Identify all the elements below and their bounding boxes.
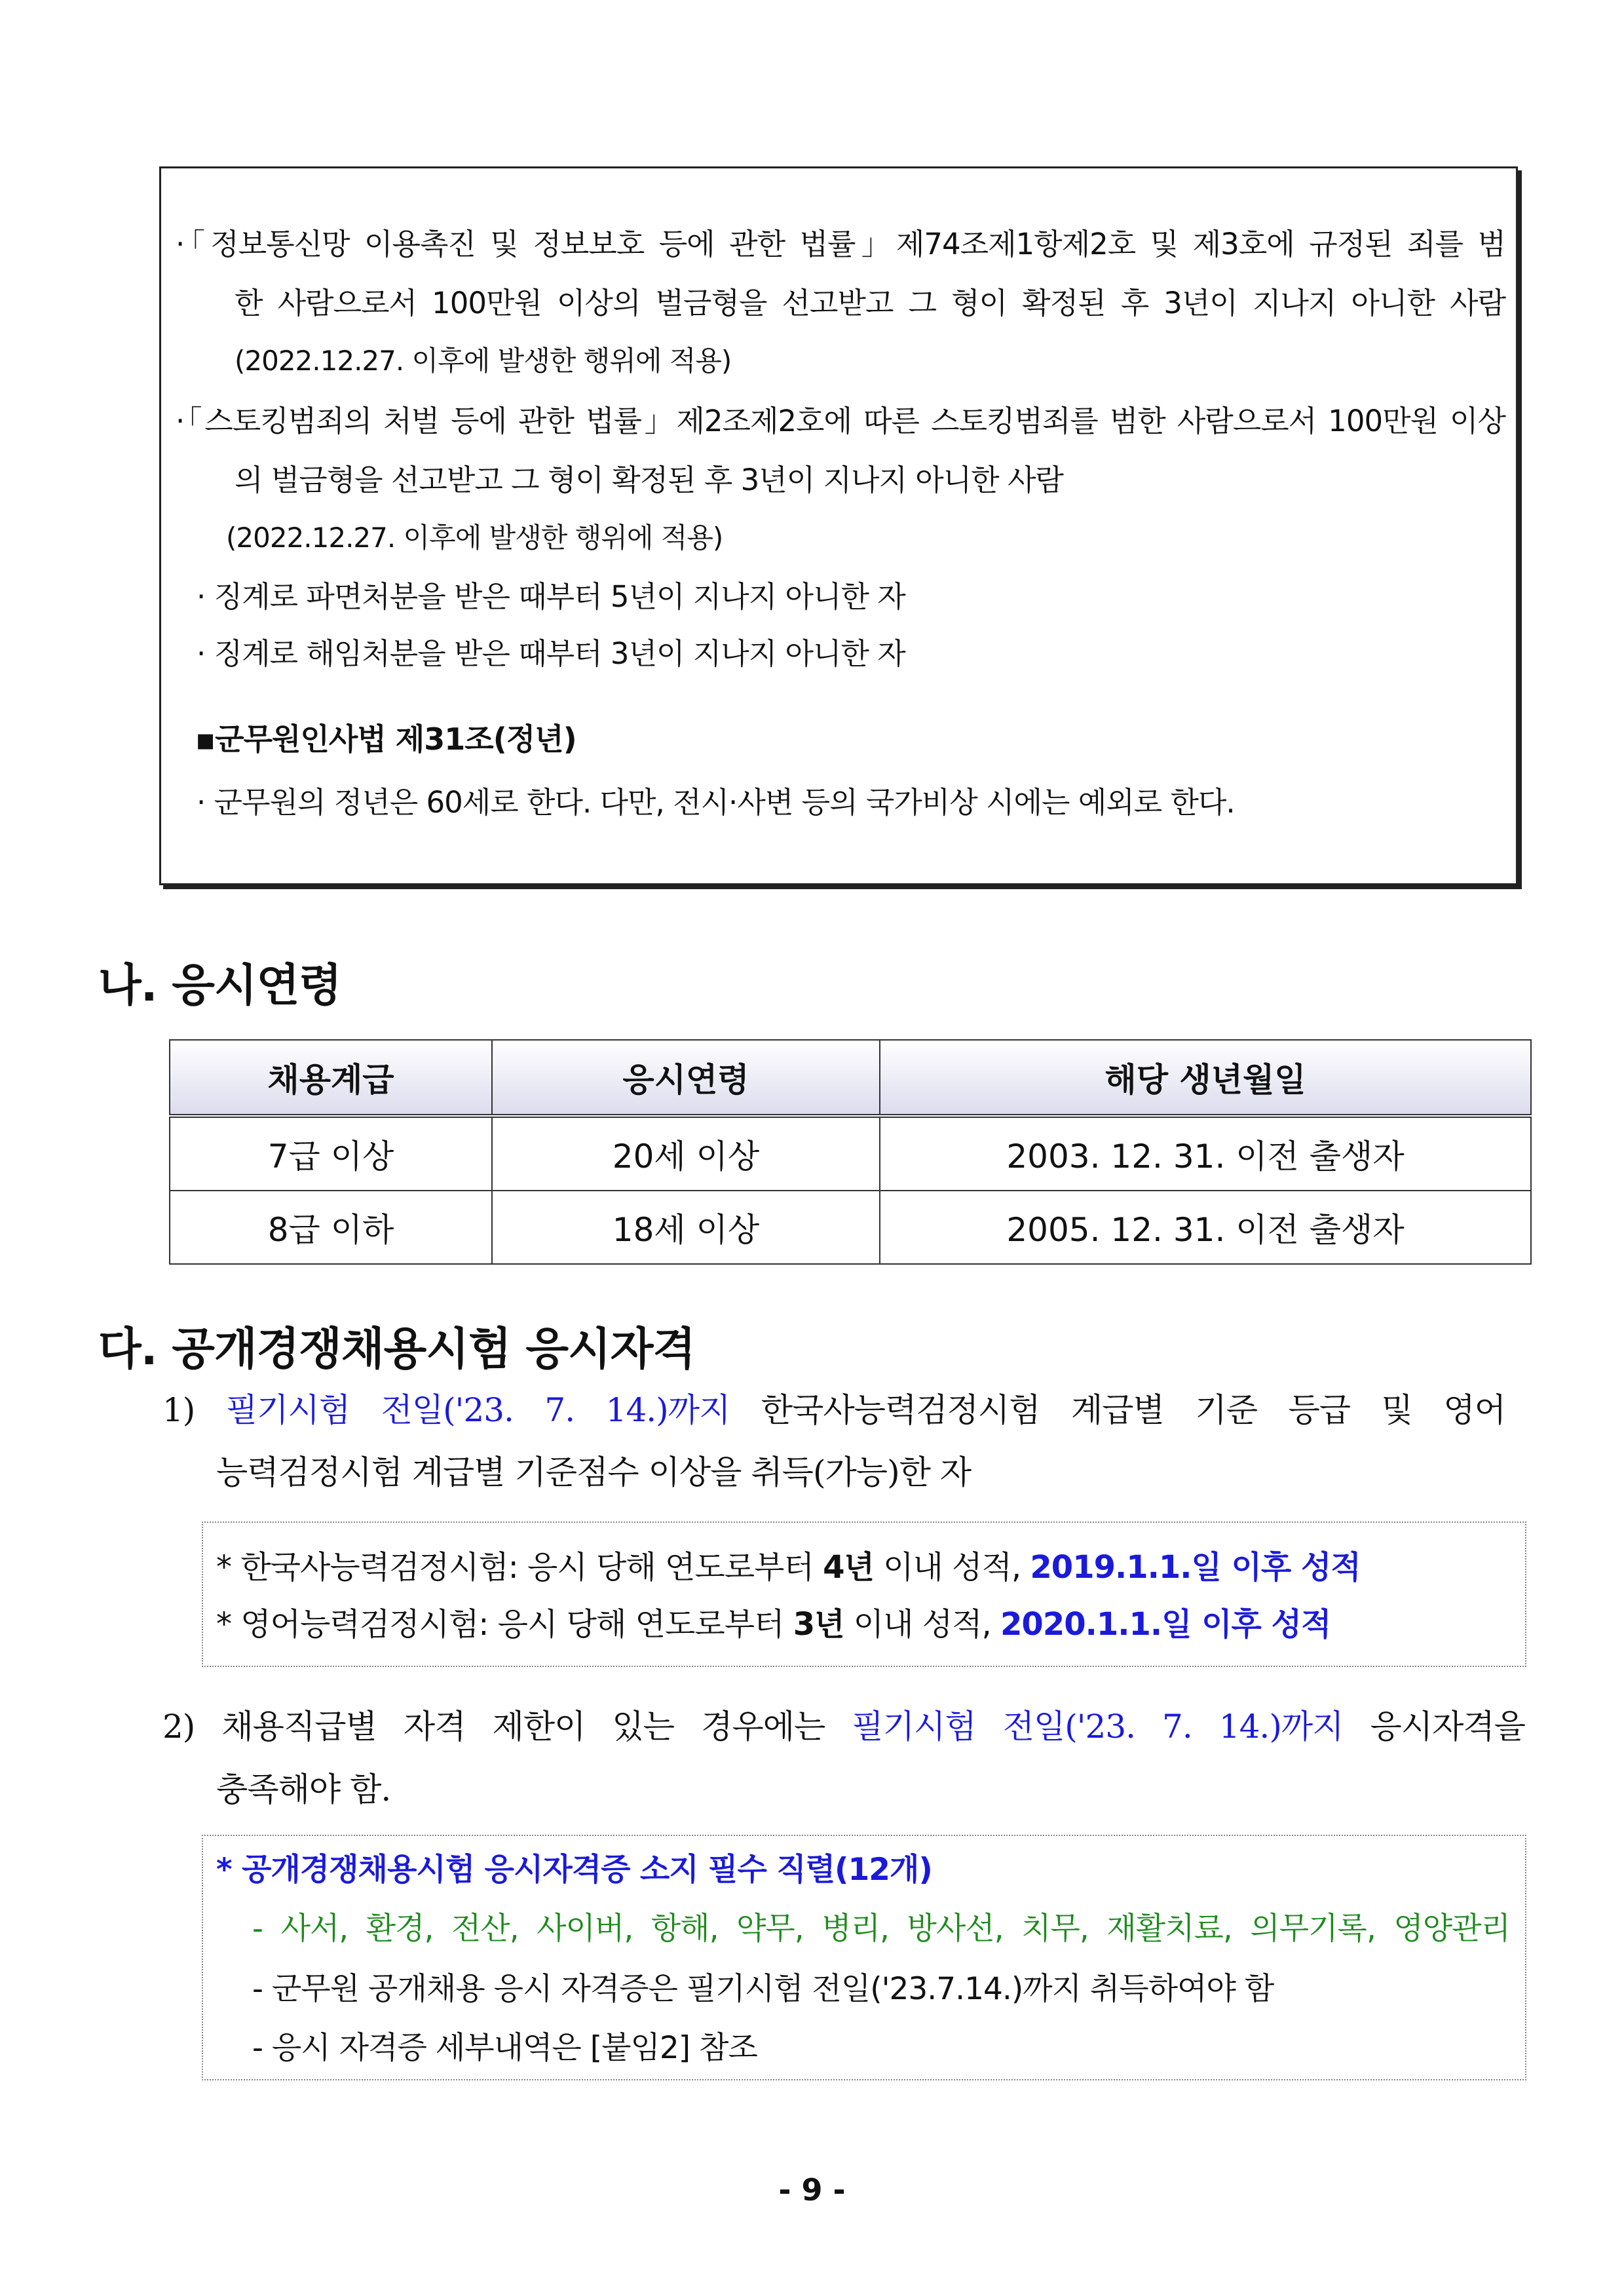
item-2-number: 2) [162, 1708, 195, 1746]
table-cell: 20세 이상 [492, 1116, 880, 1191]
box-line-9: · 군무원의 정년은 60세로 한다. 다만, 전시·사변 등의 국가비상 시에는 예외로 한다. [197, 785, 1235, 820]
item-1-line-2: 능력검정시험 계급별 기준점수 이상을 취득(가능)한 자 [216, 1453, 972, 1491]
age-table-header: 채용계급 [170, 1040, 492, 1116]
table-cell: 18세 이상 [492, 1191, 880, 1264]
item-1-highlight: 필기시험 전일('23. 7. 14.)까지 [225, 1391, 730, 1429]
age-table-header: 응시연령 [492, 1040, 880, 1116]
box-line-8: · 징계로 해임처분을 받은 때부터 3년이 지나지 아니한 자 [197, 636, 905, 671]
box-line-6: (2022.12.27. 이후에 발생한 행위에 적용) [226, 522, 723, 554]
note-2-list: - 사서, 환경, 전산, 사이버, 항해, 약무, 병리, 방사선, 치무, 재활치료, 의무기록, 영양관리 [252, 1911, 1510, 1947]
note-2-line-3: - 응시 자격증 세부내역은 [붙임2] 참조 [252, 2030, 757, 2066]
note-1-line-1: * 한국사능력검정시험: 응시 당해 연도로부터 4년 이내 성적, 2019.1.1.일 이후 성적 [216, 1549, 1361, 1586]
box-line-7: · 징계로 파면처분을 받은 때부터 5년이 지나지 아니한 자 [197, 579, 905, 614]
item-1-number: 1) [162, 1391, 195, 1429]
table-cell: 8급 이하 [170, 1191, 492, 1264]
box-line-2: 한 사람으로서 100만원 이상의 벌금형을 선고받고 그 형이 확정된 후 3년이 지나지 아니한 사람 [235, 286, 1505, 320]
section-da-heading: 다. 공개경쟁채용시험 응시자격 [98, 1324, 696, 1375]
box-subheading: ▪군무원인사법 제31조(정년) [195, 721, 576, 757]
note-box-1 [202, 1521, 1526, 1667]
item-2-text: 응시자격을 [1370, 1708, 1525, 1746]
note-2-title: * 공개경쟁채용시험 응시자격증 소지 필수 직렬(12개) [216, 1852, 932, 1888]
age-table [169, 1039, 1532, 1265]
age-table-header: 해당 생년월일 [880, 1040, 1531, 1116]
note-1-date: 2020.1.1.일 이후 성적 [1000, 1606, 1331, 1643]
page-number: - 9 - [778, 2172, 846, 2208]
note-2-line-2: - 군무원 공개채용 응시 자격증은 필기시험 전일('23.7.14.)까지 취득하여야 함 [252, 1971, 1274, 2007]
table-cell: 2003. 12. 31. 이전 출생자 [880, 1116, 1531, 1191]
note-1-date: 2019.1.1.일 이후 성적 [1030, 1549, 1361, 1586]
item-2-line-1 [162, 1708, 1525, 1746]
section-na-heading: 나. 응시연령 [98, 960, 341, 1012]
item-2-text: 채용직급별 자격 제한이 있는 경우에는 [221, 1708, 825, 1746]
table-row [170, 1116, 1531, 1191]
box-line-5: 의 벌금형을 선고받고 그 형이 확정된 후 3년이 지나지 아니한 사람 [235, 463, 1063, 497]
table-cell: 7급 이상 [170, 1116, 492, 1191]
box-line-4: ·「스토킹범죄의 처벌 등에 관한 법률」제2조제2호에 따른 스토킹범죄를 범한 사람으로서 100만원 이상 [176, 404, 1505, 438]
note-1-line-2: * 영어능력검정시험: 응시 당해 연도로부터 3년 이내 성적, 2020.1.1.일 이후 성적 [216, 1606, 1331, 1643]
item-1-text: 한국사능력검정시험 계급별 기준 등급 및 영어 [761, 1391, 1506, 1429]
item-2-line-2: 충족해야 함. [216, 1770, 391, 1808]
box-line-3: (2022.12.27. 이후에 발생한 행위에 적용) [235, 345, 732, 377]
table-row [170, 1191, 1531, 1264]
table-cell: 2005. 12. 31. 이전 출생자 [880, 1191, 1531, 1264]
item-2-highlight: 필기시험 전일('23. 7. 14.)까지 [852, 1708, 1344, 1746]
box-line-1: ·「정보통신망 이용촉진 및 정보보호 등에 관한 법률」제74조제1항제2호 및 제3호에 규정된 죄를 범 [176, 227, 1505, 261]
item-1-line-1 [162, 1391, 1506, 1429]
